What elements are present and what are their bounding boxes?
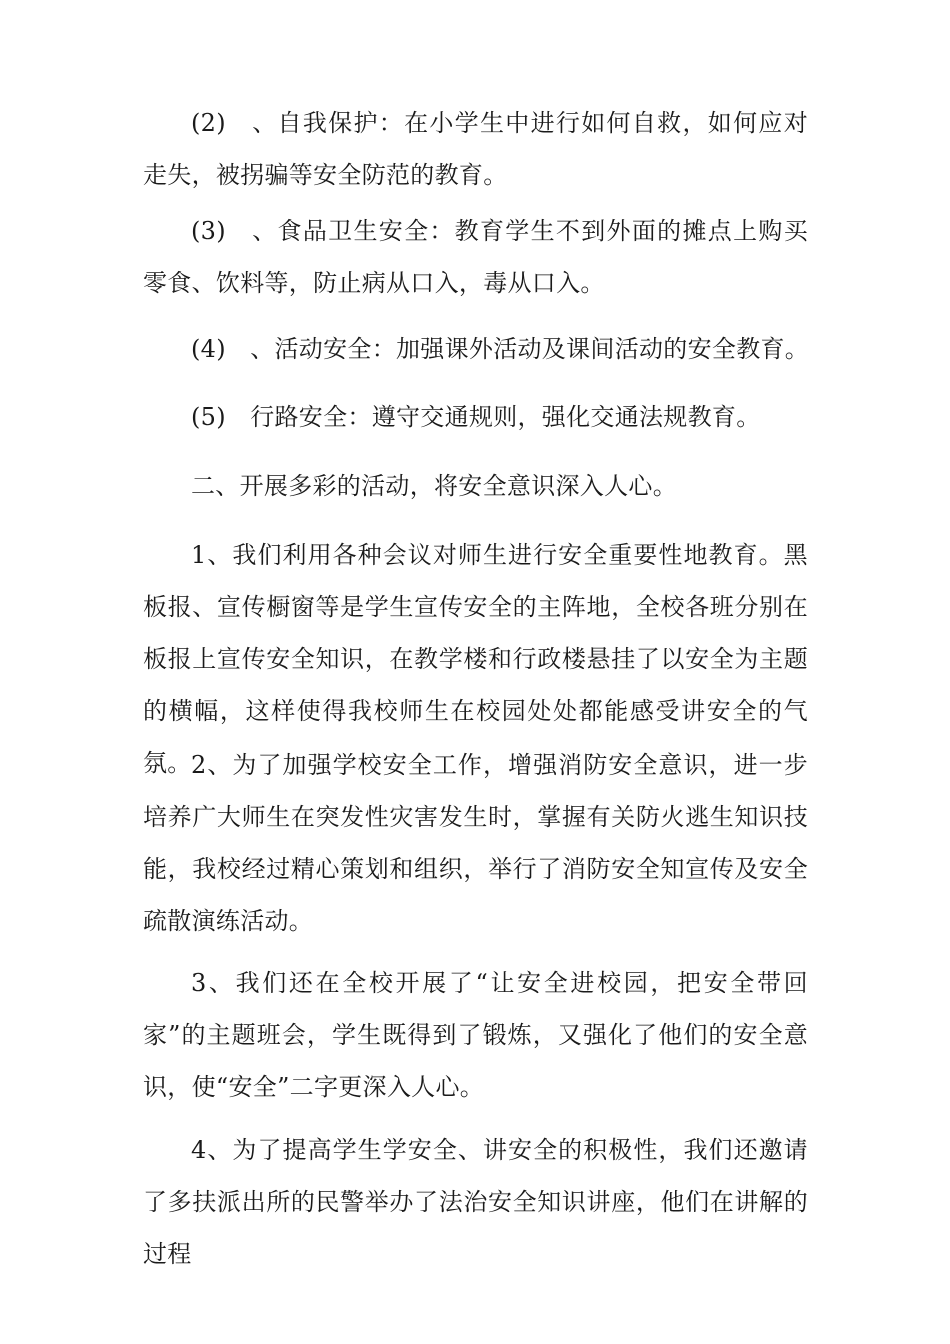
section-heading-activities: 二、开展多彩的活动，将安全意识深入人心。 [191,472,677,500]
paragraph-road-safety: (5) 行路安全：遵守交通规则，强化交通法规教育。 [191,403,761,431]
paragraph-activity-safety: (4) 、活动安全：加强课外活动及课间活动的安全教育。 [191,335,810,363]
paragraph-fire-drill: 2、为了加强学校安全工作，增强消防安全意识，进一步培养广大师生在突发性灾害发生时，掌握有关防火逃生知识技能，我校经过精心策划和组织，举行了消防安全知宣传及安全疏散演练活动。 [143,751,808,935]
paragraph-theme-class-meeting: 3、我们还在全校开展了“让安全进校园，把安全带回家”的主题班会，学生既得到了锻炼，又强化了他们的安全意识，使“安全”二字更深入人心。 [143,969,808,1101]
paragraph-food-safety: (3) 、食品卫生安全：教育学生不到外面的摊点上购买零食、饮料等，防止病从口入，毒从口入。 [143,217,808,297]
paragraph-police-lecture: 4、为了提高学生学安全、讲安全的积极性，我们还邀请了多扶派出所的民警举办了法治安全知识讲座，他们在讲解的过程 [143,1136,808,1268]
paragraph-meetings-education: 1、我们利用各种会议对师生进行安全重要性地教育。黑板报、宣传橱窗等是学生宣传安全的主阵地，全校各班分别在板报上宣传安全知识，在教学楼和行政楼悬挂了以安全为主题的横幅，这样使得我校师生在校园处处都能感受讲安全的气氛。 [143,541,808,777]
paragraph-self-protection: (2) 、自我保护：在小学生中进行如何自救，如何应对走失，被拐骗等安全防范的教育。 [143,109,808,189]
